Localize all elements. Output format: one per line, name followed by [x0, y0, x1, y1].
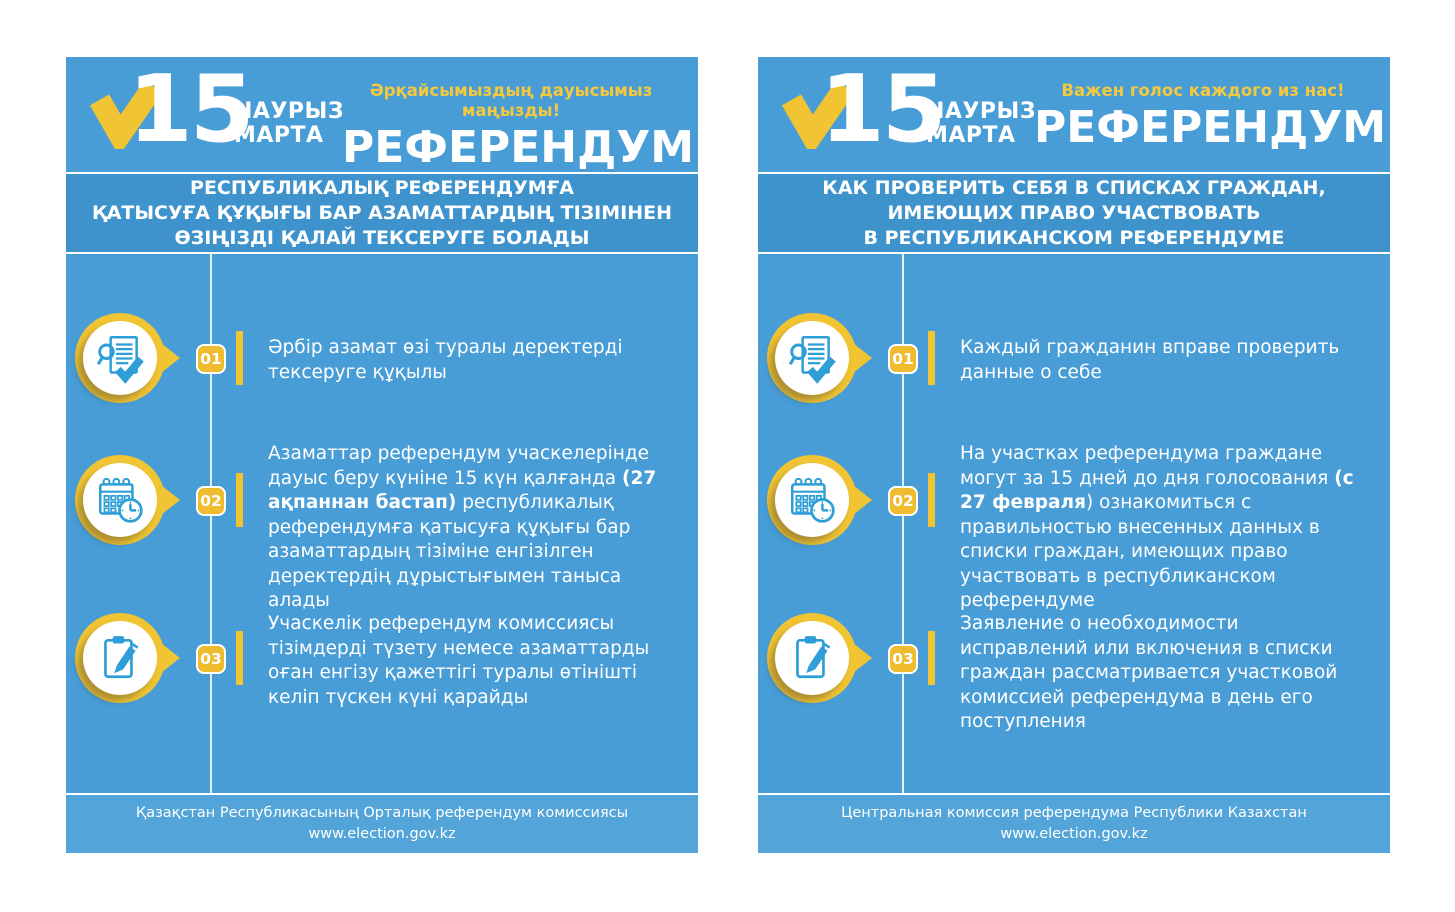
step-text-normal: Учаскелік референдум комиссиясы тізімдерді түзету немесе азаматтарды оған енгізу қажеттігі туралы өтінішті келіп түскен күні қарайды	[268, 613, 650, 708]
logo-month	[926, 100, 1036, 148]
step-text-normal: Азаматтар референдум учаскелерінде дауыс беру күніне 15 күн қалғанда	[268, 443, 650, 489]
step-icon-bubble	[75, 313, 165, 403]
accent-bar	[928, 631, 935, 685]
logo-day: 15	[128, 55, 252, 163]
calendar-clock-icon	[786, 474, 838, 526]
brand-title: РЕФЕРЕНДУМ	[1034, 102, 1387, 153]
step-number-badge: 02	[888, 486, 918, 516]
step-text-bold: (с 27 февраля	[960, 467, 1354, 513]
poster-kazakh	[66, 57, 698, 853]
step-icon-bubble	[75, 455, 165, 545]
poster-footer	[758, 795, 1390, 853]
step-text-bold: (27 ақпаннан бастап)	[268, 467, 657, 513]
step-text	[960, 442, 1366, 614]
poster-header	[66, 57, 698, 172]
clipboard-pencil-icon	[94, 632, 146, 684]
step-number-badge: 01	[888, 344, 918, 374]
footer-org: Қазақстан Республикасының Орталық референдум комиссиясы	[135, 805, 629, 821]
step-icon-bubble	[75, 613, 165, 703]
logo-month	[234, 100, 344, 148]
poster-footer	[66, 795, 698, 853]
accent-bar	[928, 331, 935, 385]
header-right	[1034, 81, 1387, 153]
clipboard-pencil-icon	[786, 632, 838, 684]
step-icon-bubble	[767, 455, 857, 545]
header-right	[342, 81, 695, 173]
accent-bar	[928, 473, 935, 527]
step-icon-circle	[83, 321, 157, 395]
step-icon-circle	[775, 621, 849, 695]
step-text-normal: Заявление о необходимости исправлений или включения в списки граждан рассматривается участковой комиссией референдума в день его поступления	[960, 613, 1338, 732]
title-line: ӨЗІҢІЗДІ ҚАЛАЙ ТЕКСЕРУГЕ БОЛАДЫ	[174, 226, 590, 249]
accent-bar	[236, 473, 243, 527]
poster-russian	[758, 57, 1390, 853]
brand-title: РЕФЕРЕНДУМ	[342, 122, 695, 173]
step-text-normal: Әрбір азамат өзі туралы деректерді тексеруге құқылы	[268, 337, 623, 383]
step-text-normal: На участках референдума граждане могут за 15 дней до дня голосования	[960, 443, 1335, 489]
step-icon-circle	[83, 463, 157, 537]
title-line: ҚАТЫСУҒА ҚҰҚЫҒЫ БАР АЗАМАТТАРДЫҢ ТІЗІМІНЕН	[91, 201, 672, 224]
step-number-badge: 03	[196, 644, 226, 674]
document-search-check-icon	[786, 332, 838, 384]
slogan: Әрқайсымыздың дауысымыз маңызды!	[369, 81, 653, 120]
title-line: В РЕСПУБЛИКАНСКОМ РЕФЕРЕНДУМЕ	[863, 226, 1285, 249]
slogan: Важен голос каждого из нас!	[1061, 81, 1345, 100]
step-icon-circle	[775, 463, 849, 537]
logo-month-line2: МАРТА	[926, 123, 1016, 148]
title-band	[758, 174, 1390, 252]
accent-bar	[236, 631, 243, 685]
step-text-normal: республикалық референдумға қатысуға құқығы бар азаматтардың тізіміне енгізілген деректердің дұрыстығымен таныса алады	[268, 492, 631, 611]
step-text-normal: ) ознакомиться с правильностью внесенных данных в списки граждан, имеющих право участвовать в республиканском референдуме	[960, 492, 1320, 611]
title-line: КАК ПРОВЕРИТЬ СЕБЯ В СПИСКАХ ГРАЖДАН,	[822, 176, 1326, 199]
title-line: ИМЕЮЩИХ ПРАВО УЧАСТВОВАТЬ	[887, 201, 1261, 224]
poster-body	[66, 254, 698, 793]
step-text	[268, 612, 674, 710]
logo-month-line1: НАУРЫЗ	[926, 99, 1036, 124]
timeline-line	[210, 254, 212, 793]
step-text	[268, 336, 674, 385]
timeline-line	[902, 254, 904, 793]
step-text-normal: Каждый гражданин вправе проверить данные о себе	[960, 337, 1340, 383]
footer-org: Центральная комиссия референдума Республики Казахстан	[841, 805, 1307, 821]
step-icon-bubble	[767, 313, 857, 403]
step-text	[268, 442, 674, 614]
step-number-badge: 01	[196, 344, 226, 374]
title-band	[66, 174, 698, 252]
calendar-clock-icon	[94, 474, 146, 526]
logo-month-line1: НАУРЫЗ	[234, 99, 344, 124]
step-number-badge: 02	[196, 486, 226, 516]
step-text	[960, 612, 1366, 735]
step-icon-circle	[83, 621, 157, 695]
poster-body	[758, 254, 1390, 793]
step-text	[960, 336, 1366, 385]
title-line: РЕСПУБЛИКАЛЫҚ РЕФЕРЕНДУМҒА	[190, 176, 574, 199]
document-search-check-icon	[94, 332, 146, 384]
step-icon-circle	[775, 321, 849, 395]
poster-header	[758, 57, 1390, 172]
logo-day: 15	[820, 55, 944, 163]
footer-url: www.election.gov.kz	[1000, 826, 1148, 842]
step-number-badge: 03	[888, 644, 918, 674]
logo-month-line2: МАРТА	[234, 123, 324, 148]
footer-url: www.election.gov.kz	[308, 826, 456, 842]
accent-bar	[236, 331, 243, 385]
step-icon-bubble	[767, 613, 857, 703]
